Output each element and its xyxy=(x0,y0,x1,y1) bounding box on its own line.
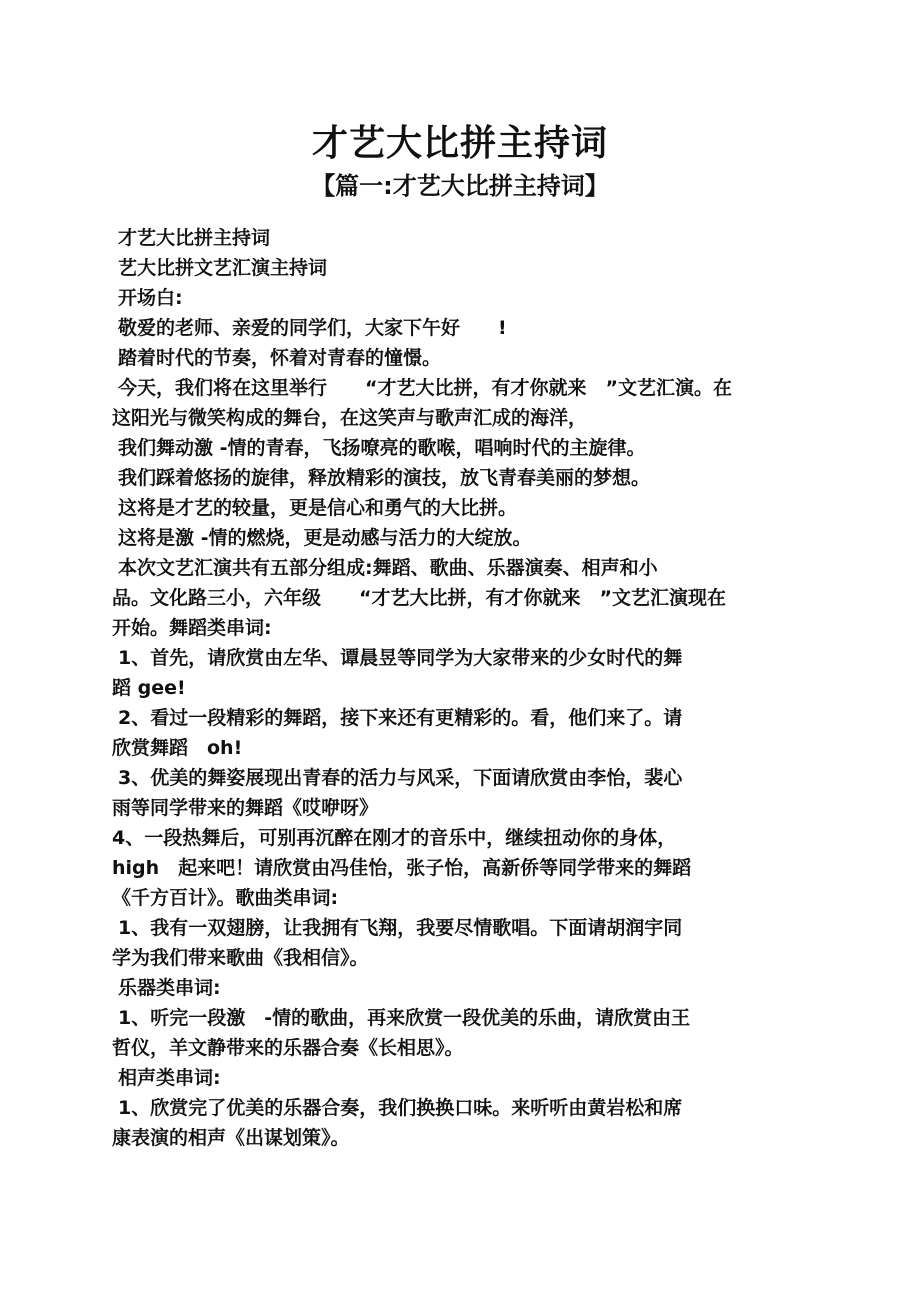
text-line: 开场白: xyxy=(118,287,183,309)
text-line: 1、欣赏完了优美的乐器合奏，我们换换口味。来听听由黄岩松和席 xyxy=(118,1097,683,1119)
text-line: 我们舞动激 -情的青春，飞扬嘹亮的歌喉，唱响时代的主旋律。 xyxy=(118,437,646,459)
text-line: 康表演的相声《出谋划策》。 xyxy=(112,1127,350,1149)
text-line: 相声类串词: xyxy=(118,1067,221,1089)
text-line: 1、听完一段激 -情的歌曲，再来欣赏一段优美的乐曲，请欣赏由王 xyxy=(118,1007,691,1029)
text-line: 敬爱的老师、亲爱的同学们，大家下午好 ! xyxy=(118,317,507,339)
document-subtitle: 【篇一:才艺大比拼主持词】 xyxy=(311,172,609,200)
text-line: 这阳光与微笑构成的舞台，在这笑声与歌声汇成的海洋， xyxy=(112,407,588,429)
text-line: high 起来吧！请欣赏由冯佳怡，张子怡，高新侨等同学带来的舞蹈 xyxy=(112,857,692,879)
text-line: 《千方百计》。歌曲类串词: xyxy=(112,887,339,909)
text-line: 4、一段热舞后，可别再沉醉在刚才的音乐中，继续扭动你的身体， xyxy=(112,827,677,849)
text-line: 本次文艺汇演共有五部分组成:舞蹈、歌曲、乐器演奏、相声和小 xyxy=(118,557,658,579)
text-line: 雨等同学带来的舞蹈《哎咿呀》 xyxy=(112,797,379,819)
document-title: 才艺大比拼主持词 xyxy=(311,123,608,164)
text-line: 蹈 gee! xyxy=(112,677,186,699)
text-line: 学为我们带来歌曲《我相信》。 xyxy=(112,947,369,969)
text-line: 1、首先，请欣赏由左华、谭晨昱等同学为大家带来的少女时代的舞 xyxy=(118,647,683,669)
text-line: 乐器类串词: xyxy=(118,977,221,999)
text-line: 开始。舞蹈类串词: xyxy=(112,617,272,639)
text-line: 欣赏舞蹈 oh! xyxy=(112,737,243,759)
text-line: 我们踩着悠扬的旋律，释放精彩的演技，放飞青春美丽的梦想。 xyxy=(118,467,651,489)
text-line: 哲仪，羊文静带来的乐器合奏《长相思》。 xyxy=(112,1037,464,1059)
text-line: 才艺大比拼主持词 xyxy=(118,227,271,249)
text-line: 踏着时代的节奏，怀着对青春的憧憬。 xyxy=(118,347,442,369)
text-line: 1、我有一双翅膀，让我拥有飞翔，我要尽情歌唱。下面请胡润宇同 xyxy=(118,917,683,939)
document-body xyxy=(112,223,812,1153)
text-line: 2、看过一段精彩的舞蹈，接下来还有更精彩的。看，他们来了。请 xyxy=(118,707,683,729)
text-line: 今天，我们将在这里举行 “才艺大比拼，有才你就来 ”文艺汇演。在 xyxy=(118,377,732,399)
text-line: 这将是才艺的较量，更是信心和勇气的大比拼。 xyxy=(118,497,518,519)
text-line: 这将是激 -情的燃烧，更是动感与活力的大绽放。 xyxy=(118,527,532,549)
text-line: 品。文化路三小，六年级 “才艺大比拼，有才你就来 ”文艺汇演现在 xyxy=(112,587,726,609)
text-line: 艺大比拼文艺汇演主持词 xyxy=(118,257,328,279)
text-line: 3、优美的舞姿展现出青春的活力与风采，下面请欣赏由李怡，裴心 xyxy=(118,767,683,789)
